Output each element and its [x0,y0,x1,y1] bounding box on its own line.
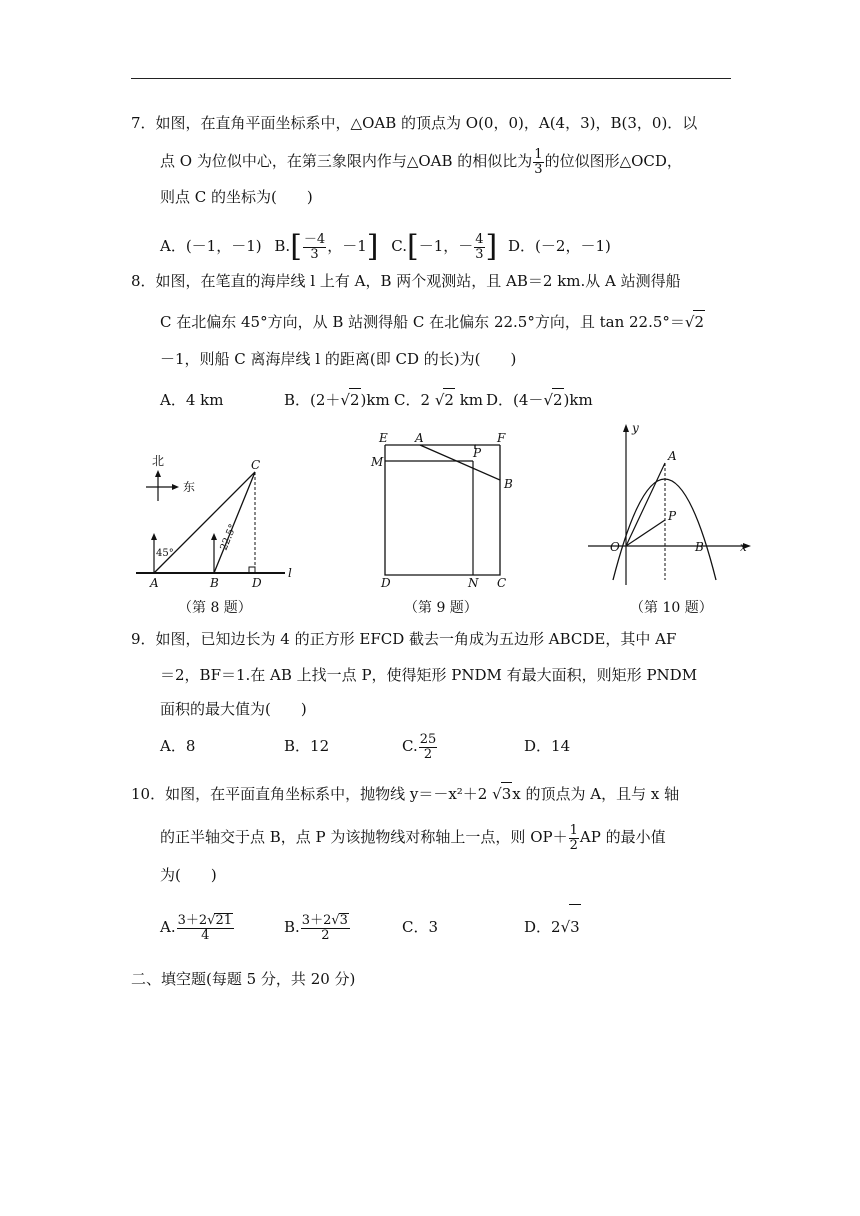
q7-ratio-num: 1 [534,147,543,162]
q7-option-b-rparen: ] [366,229,379,264]
q7-option-b-lparen: [ [290,229,302,264]
q10-line-2 [160,824,666,852]
north-arrowhead-b [211,533,217,540]
q10-line-1-text: 10．如图，在平面直角坐标系中，抛物线 y＝－x²＋2 [131,785,488,803]
q10-option-a [160,905,284,949]
q10-line-1-tail: x 的顶点为 A，且与 x 轴 [512,785,680,803]
x-axis-label: x [740,540,747,554]
q8-option-a: A．4 km [160,391,224,409]
point-e-label: E [379,431,388,445]
angle-22-5-label: 22.5° [218,522,239,553]
point-b-label: B [210,576,219,590]
pentagon-abcde [385,445,500,575]
line-l-label: l [288,566,292,580]
q8-line-2-text: C 在北偏东 45°方向，从 B 站测得船 C 在北偏东 22.5°方向，且 tan 22.5°＝ [160,313,685,331]
q7-line-2-text-b: 的位似图形△OCD， [544,152,682,171]
q8-option-d-pre: D．(4－ [486,391,544,409]
q10-option-b [284,905,402,949]
q9-option-c-num: 25 [419,731,437,747]
q8-option-c [394,388,486,411]
figure-9-caption: （第 9 题） [404,600,478,616]
q10-option-b-num-pre: 3＋2 [301,913,332,929]
q9-option-b: B．12 [284,737,330,755]
q9-line-3: 面积的最大值为( ) [160,700,307,718]
point-c-label-9: C [497,576,507,590]
q10-line-3: 为( ) [160,866,217,884]
q8-option-b-pre: B．(2＋ [284,391,341,409]
q10-option-a-num [177,913,234,928]
q10-option-b-den: 2 [301,928,350,943]
q7-option-b [274,229,379,264]
q10-option-a-label: A. [160,918,176,936]
y-axis-arrow [623,424,629,432]
point-b-label-9: B [504,477,513,491]
angle-45-label: 45° [156,548,174,559]
point-p-label-9: P [473,446,482,460]
q7-options [160,226,611,266]
q10-option-a-radicand: 21 [215,913,232,929]
q10-option-a-radical: √21 [207,913,232,929]
q7-option-c-rparen: ] [485,229,498,264]
segment-bc [214,472,255,573]
q7-option-d: D．(－2，－1) [508,237,611,255]
q8-line-2-radicand: 2 [693,310,705,333]
q9-line-2: ＝2，BF＝1.在 AB 上找一点 P，使得矩形 PNDM 有最大面积，则矩形 PNDM [160,666,698,684]
q10-option-d [524,918,581,936]
q8-option-c-radical: √2 [435,388,455,411]
q10-option-a-num-pre: 3＋2 [177,913,208,929]
q10-option-c: C．3 [402,918,439,936]
origin-label: O [610,540,620,554]
q8-option-c-pre: C．2 [394,391,431,409]
q10-line-1-radicand: 3 [501,782,513,805]
figure-8-caption: （第 8 题） [178,600,252,616]
q10-option-a-fraction [177,913,234,942]
q7-option-b-label: B. [274,237,291,255]
q9-option-c-den: 2 [419,747,438,762]
q7-option-c-label: C. [391,237,407,255]
q10-half-num: 1 [569,823,578,838]
point-d-label-9: D [381,576,391,590]
point-a-label-10: A [668,449,677,463]
q8-option-d-radical: √2 [543,388,563,411]
figure-9 [365,431,525,595]
q10-line-2-text-b: AP 的最小值 [579,828,666,847]
header-rule [131,78,731,79]
q10-option-b-fraction [301,913,350,942]
q10-option-b-num [301,913,350,928]
q7-option-c-head: －1，－ [418,237,474,255]
q10-option-d-radical: √3 [561,904,581,949]
q10-half-fraction [569,824,579,852]
q10-option-d-pre: D．2 [524,918,561,936]
y-axis-label: y [632,421,639,435]
point-a-label-9: A [415,431,424,445]
q8-option-b-post: )km [360,391,390,409]
point-d-label: D [252,576,262,590]
q7-option-c [391,229,498,264]
point-m-label: M [371,455,384,469]
q9-option-d: D．14 [524,737,571,755]
q10-options [160,904,581,948]
point-a-label: A [150,576,159,590]
q10-option-b-radicand: 3 [339,913,348,929]
q10-option-b-radical: √3 [331,913,348,929]
q8-option-c-radicand: 2 [443,388,455,411]
q8-options [160,388,593,411]
q8-option-b [284,388,394,411]
q7-option-c-den: 3 [475,246,484,262]
q7-line-1: 7．如图，在直角平面坐标系中，△OAB 的顶点为 O(0，0)，A(4，3)，B(3，0)．以 [131,114,698,132]
q8-line-2-radical: √2 [685,310,705,333]
q7-line-2 [160,148,682,176]
q8-option-d [486,391,593,409]
q10-line-2-text-a: 的正半轴交于点 B，点 P 为该抛物线对称轴上一点，则 OP＋ [160,828,568,847]
q8-option-c-post: km [454,391,484,409]
q8-option-b-radicand: 2 [349,388,361,411]
q9-option-c [402,726,524,766]
q9-options [160,726,570,766]
q7-line-2-text-a: 点 O 为位似中心，在第三象限内作与△OAB 的相似比为 [160,152,533,171]
label-east: 东 [183,480,196,494]
q10-option-a-den: 4 [177,928,234,943]
compass-east-arrow [172,484,179,490]
q9-option-a: A．8 [160,737,196,755]
label-north: 北 [152,454,165,468]
q7-option-c-num: 4 [475,231,484,247]
q7-option-c-lparen: [ [406,229,419,264]
q10-line-1 [131,782,679,805]
figure-10-caption: （第 10 题） [630,600,713,616]
q9-option-c-fraction [419,733,438,761]
figure-10 [588,420,756,590]
q8-line-3: －1，则船 C 离海岸线 l 的距离(即 CD 的长)为( ) [160,350,517,368]
point-b-label-10: B [695,540,704,554]
q9-option-c-label: C. [402,737,418,755]
q7-option-b-tail: ，－1 [327,237,367,255]
q10-option-d-radicand: 3 [569,904,581,949]
q7-ratio-fraction [533,148,543,176]
q7-option-b-fraction [303,233,326,261]
section-heading: 二、填空题(每题 5 分，共 20 分) [131,970,356,988]
q8-option-b-radical: √2 [340,388,360,411]
q7-option-c-fraction [474,233,484,261]
point-f-label: F [497,431,506,445]
q10-option-b-label: B. [284,918,300,936]
q10-line-1-radical: √3 [492,782,512,805]
q10-half-den: 2 [569,837,578,853]
figure-8 [130,425,300,595]
q7-option-a: A．(－1，－1) [160,237,262,255]
point-n-label: N [468,576,479,590]
q9-line-1: 9．如图，已知边长为 4 的正方形 EFCD 截去一角成为五边形 ABCDE，其中 AF [131,630,677,648]
q8-line-2 [160,310,705,333]
q7-line-3: 则点 C 的坐标为( ) [160,188,313,206]
q7-option-b-den: 3 [303,247,326,262]
q7-option-b-num: －4 [303,231,326,247]
pentagon-top [385,445,475,449]
q8-line-1: 8．如图，在笔直的海岸线 l 上有 A，B 两个观测站，且 AB＝2 km.从 A 站测得船 [131,272,681,290]
q7-ratio-den: 3 [534,161,543,177]
point-c-label: C [251,458,261,472]
north-arrowhead-a [151,533,157,540]
compass-north-arrow [155,470,161,477]
q8-option-d-radicand: 2 [552,388,564,411]
point-p-label-10: P [668,509,677,523]
q8-option-d-post: )km [563,391,593,409]
